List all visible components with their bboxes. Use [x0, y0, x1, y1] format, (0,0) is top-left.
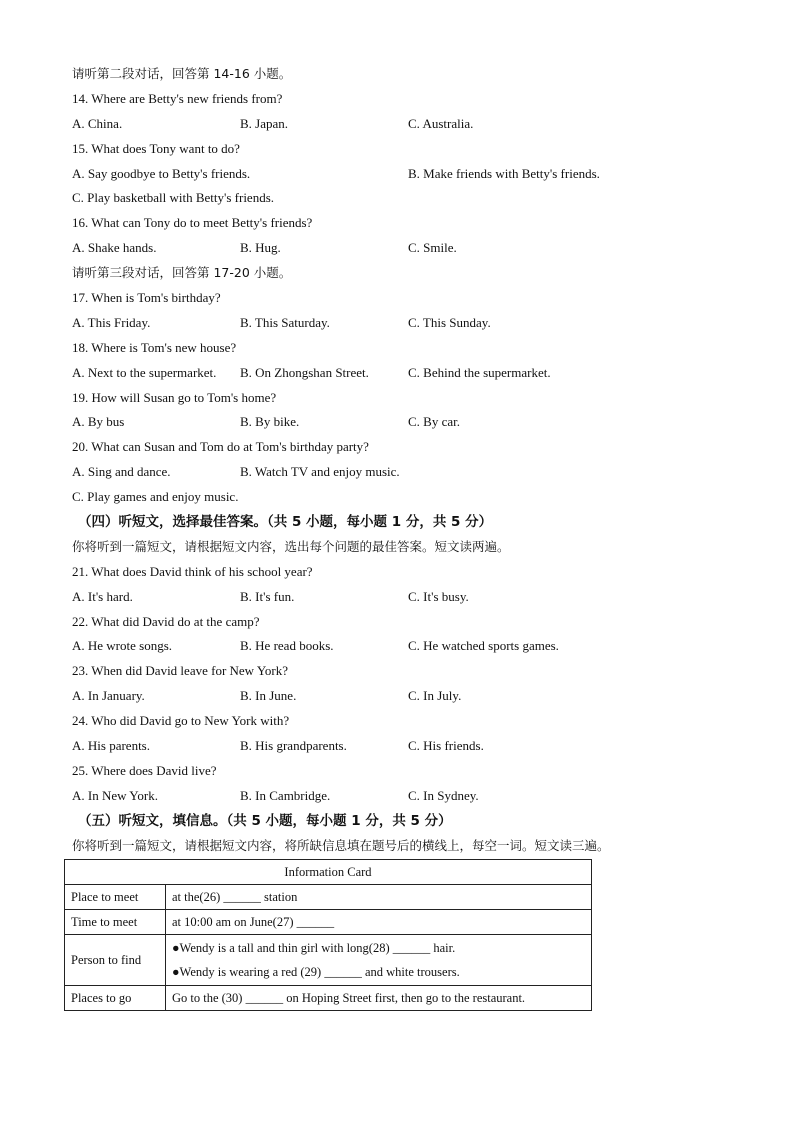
q23-option-b[interactable]: B. In June.	[240, 688, 297, 704]
q16-stem: 16. What can Tony do to meet Betty's friends?	[72, 215, 313, 231]
table-row	[65, 910, 592, 935]
q19-options	[72, 410, 732, 435]
q25-stem: 25. Where does David live?	[72, 762, 217, 778]
row-label: Person to find	[65, 935, 166, 986]
q18-option-c[interactable]: C. Behind the supermarket.	[408, 364, 551, 380]
row-value[interactable]: Go to the (30) ______ on Hoping Street first, then go to the restaurant.	[166, 986, 592, 1011]
q14-options	[72, 112, 732, 137]
table-row	[65, 885, 592, 910]
section4-title: （四）听短文，选择最佳答案。（共 5 小题，每小题 1 分，共 5 分）	[78, 514, 493, 531]
table-row	[65, 935, 592, 986]
q24-option-b[interactable]: B. His grandparents.	[240, 738, 347, 754]
q20-stem: 20. What can Susan and Tom do at Tom's birthday party?	[72, 439, 369, 455]
q18-option-b[interactable]: B. On Zhongshan Street.	[240, 364, 369, 380]
q22-stem: 22. What did David do at the camp?	[72, 613, 260, 629]
person-description-hair[interactable]: ●Wendy is a tall and thin girl with long(28) ______ hair.	[172, 941, 456, 955]
q19-option-a[interactable]: A. By bus	[72, 414, 125, 430]
row-value[interactable]: at the(26) ______ station	[166, 885, 592, 910]
row-value	[166, 935, 592, 986]
information-card-title: Information Card	[65, 860, 592, 885]
q20-option-c[interactable]: C. Play games and enjoy music.	[72, 489, 239, 505]
table-row	[65, 986, 592, 1011]
q25-option-a[interactable]: A. In New York.	[72, 787, 158, 803]
q24-option-a[interactable]: A. His parents.	[72, 738, 150, 754]
q20-option-b[interactable]: B. Watch TV and enjoy music.	[240, 464, 400, 480]
q14-option-b[interactable]: B. Japan.	[240, 115, 289, 131]
q16-option-c[interactable]: C. Smile.	[408, 240, 457, 256]
q22-options	[72, 634, 732, 659]
row-label: Time to meet	[65, 910, 166, 935]
q17-option-c[interactable]: C. This Sunday.	[408, 314, 491, 330]
q25-option-c[interactable]: C. In Sydney.	[408, 787, 479, 803]
q18-stem: 18. Where is Tom's new house?	[72, 339, 237, 355]
q21-option-c[interactable]: C. It's busy.	[408, 588, 469, 604]
q15-option-a[interactable]: A. Say goodbye to Betty's friends.	[72, 165, 251, 181]
q15-options	[72, 162, 732, 187]
q21-option-a[interactable]: A. It's hard.	[72, 588, 133, 604]
section4-instruction: 你将听到一篇短文，请根据短文内容，选出每个问题的最佳答案。短文读两遍。	[72, 538, 510, 554]
q21-option-b[interactable]: B. It's fun.	[240, 588, 295, 604]
q18-options	[72, 361, 732, 386]
person-description-clothes[interactable]: ●Wendy is wearing a red (29) ______ and white trousers.	[172, 965, 460, 979]
q14-option-a[interactable]: A. China.	[72, 115, 123, 131]
q17-options	[72, 311, 732, 336]
q25-options	[72, 784, 732, 809]
row-label: Places to go	[65, 986, 166, 1011]
q24-option-c[interactable]: C. His friends.	[408, 738, 484, 754]
q20-options	[72, 460, 732, 485]
q19-stem: 19. How will Susan go to Tom's home?	[72, 389, 277, 405]
q22-option-c[interactable]: C. He watched sports games.	[408, 638, 559, 654]
exam-page	[72, 62, 732, 859]
q17-option-a[interactable]: A. This Friday.	[72, 314, 151, 330]
q17-stem: 17. When is Tom's birthday?	[72, 290, 221, 306]
q20-option-c-line	[72, 485, 732, 510]
q18-option-a[interactable]: A. Next to the supermarket.	[72, 364, 217, 380]
q15-option-b[interactable]: B. Make friends with Betty's friends.	[408, 165, 600, 181]
part2-intro: 请听第二段对话，回答第 14-16 小题。	[72, 66, 292, 81]
row-value[interactable]: at 10:00 am on June(27) ______	[166, 910, 592, 935]
q15-option-c[interactable]: C. Play basketball with Betty's friends.	[72, 190, 275, 206]
part3-intro: 请听第三段对话，回答第 17-20 小题。	[72, 265, 292, 281]
section5-instruction: 你将听到一篇短文，请根据短文内容，将所缺信息填在题号后的横线上，每空一词。短文读三遍。	[72, 837, 610, 853]
q23-option-c[interactable]: C. In July.	[408, 688, 462, 704]
q21-stem: 21. What does David think of his school year?	[72, 563, 313, 579]
q23-stem: 23. When did David leave for New York?	[72, 663, 289, 679]
q22-option-b[interactable]: B. He read books.	[240, 638, 334, 654]
section5-title: （五）听短文，填信息。（共 5 小题，每小题 1 分，共 5 分）	[78, 812, 452, 829]
q16-options	[72, 236, 732, 261]
q15-option-c-line	[72, 186, 732, 211]
q14-option-c[interactable]: C. Australia.	[408, 115, 474, 131]
q24-stem: 24. Who did David go to New York with?	[72, 713, 290, 729]
q23-options	[72, 684, 732, 709]
q20-option-a[interactable]: A. Sing and dance.	[72, 464, 171, 480]
q16-option-a[interactable]: A. Shake hands.	[72, 240, 157, 256]
q17-option-b[interactable]: B. This Saturday.	[240, 314, 330, 330]
q21-options	[72, 585, 732, 610]
q19-option-c[interactable]: C. By car.	[408, 414, 460, 430]
q19-option-b[interactable]: B. By bike.	[240, 414, 300, 430]
q24-options	[72, 734, 732, 759]
q14-stem: 14. Where are Betty's new friends from?	[72, 90, 283, 106]
q22-option-a[interactable]: A. He wrote songs.	[72, 638, 173, 654]
q23-option-a[interactable]: A. In January.	[72, 688, 145, 704]
q15-stem: 15. What does Tony want to do?	[72, 140, 240, 156]
information-card-table	[64, 859, 592, 1011]
q16-option-b[interactable]: B. Hug.	[240, 240, 281, 256]
row-label: Place to meet	[65, 885, 166, 910]
q25-option-b[interactable]: B. In Cambridge.	[240, 787, 331, 803]
